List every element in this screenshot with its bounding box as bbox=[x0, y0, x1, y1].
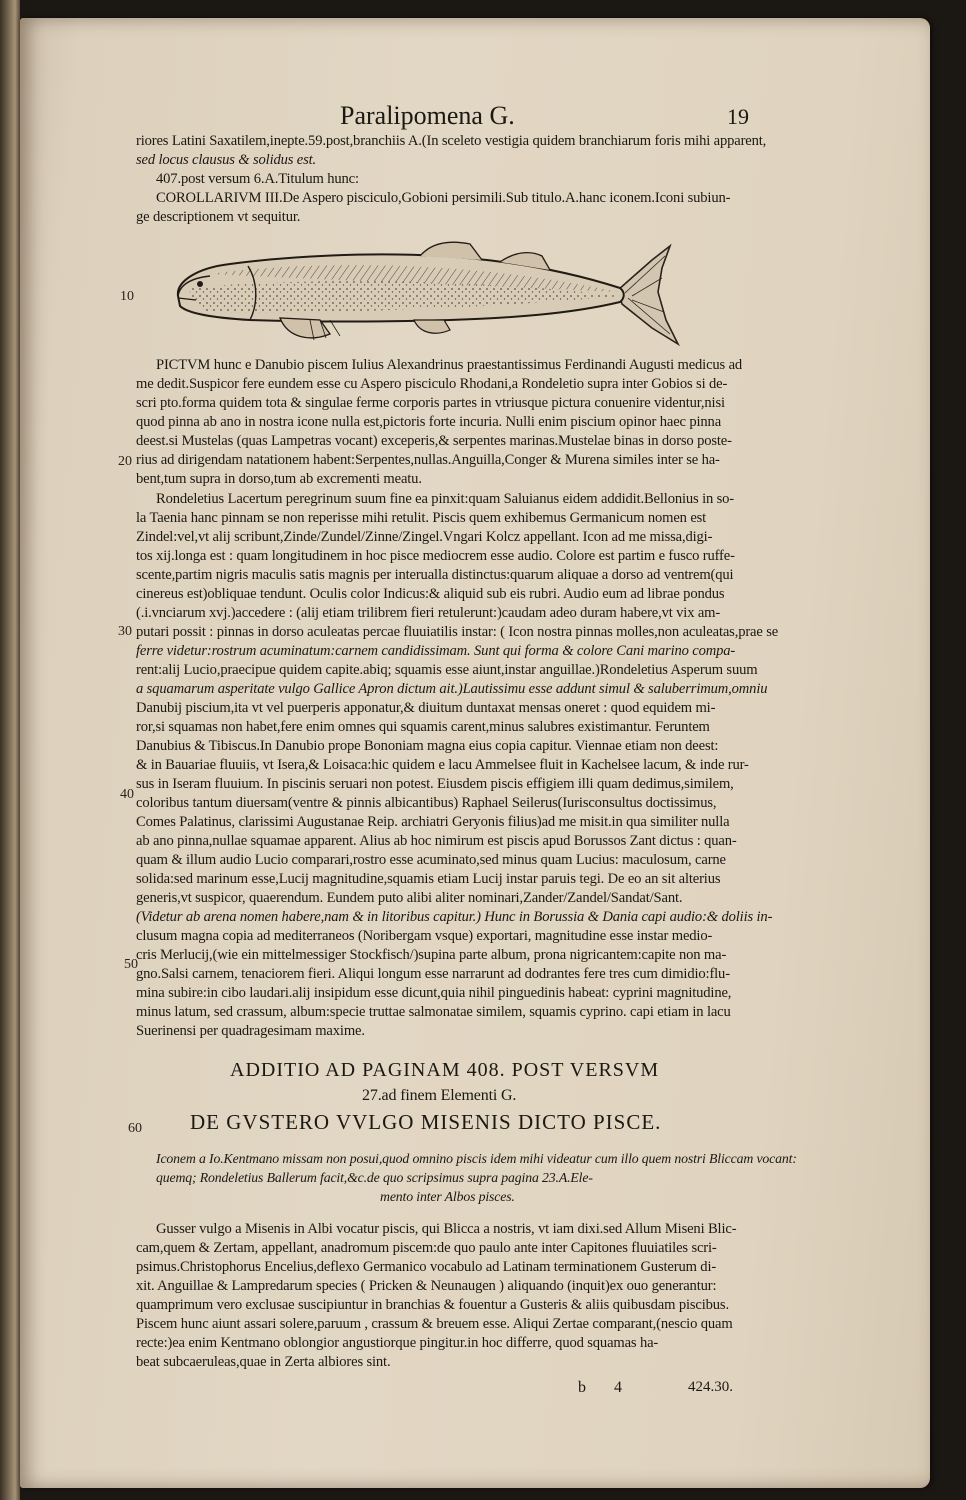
text-line: rius ad dirigendam natationem habent:Serpentes,nullas.Anguilla,Conger & Murena similes inter se ha- bbox=[136, 452, 720, 468]
text-line: rent:alij Lucio,praecipue quidem capite.abiq; squamis esse aiunt,instar anguillae.)Rondeletius Asperum suum bbox=[136, 662, 758, 678]
text-line: sed locus clausus & solidus est. bbox=[136, 152, 317, 168]
text-line: solida:sed marinum esse,Lucij magnitudine,squamis etiam Lucij instar paruis tegi. De eo an sit alterius bbox=[136, 871, 721, 887]
text-line: cam,quem & Zertam, appellant, anadromum piscem:de quo paulo ante inter Capitones fluuiatiles scri- bbox=[136, 1240, 717, 1256]
text-line: Comes Palatinus, clarissimi Augustanae Reip. archiatri Geryonis filius)ad me misit.in qua similiter nulla bbox=[136, 814, 730, 830]
signature-mark: b 4 bbox=[578, 1379, 634, 1396]
text-line: coloribus tantum diuersam(ventre & pinnis albicantibus) Raphael Seilerus(Iurisconsultus doctissimus, bbox=[136, 795, 717, 811]
text-line: bent,tum supra in dorso,tum ab excrementi meatu. bbox=[136, 471, 422, 487]
fish-illustration bbox=[170, 238, 700, 350]
text-line: 407.post versum 6.A.Titulum hunc: bbox=[156, 171, 359, 187]
note-line: mento inter Albos pisces. bbox=[380, 1189, 515, 1204]
text-line: quam & illum audio Lucio comparari,rostro esse acuminato,sed minus quam Lucius: maculosum, carne bbox=[136, 852, 726, 868]
text-line: scri pto.forma quidem tota & singulae ferme corporis partes in vtriusque pictura conuenire videntur,nisi bbox=[136, 395, 725, 411]
text-line: (Videtur ab arena nomen habere,nam & in litoribus capitur.) Hunc in Borussia & Dania capi audio:& doliis in- bbox=[136, 909, 773, 925]
margin-line-number: 10 bbox=[120, 289, 134, 304]
text-line: scente,partim nigris maculis satis magnis per interualla distinctus:quarum aliquae a dorso ad ventrem(qui bbox=[136, 567, 734, 583]
note-line: quemq; Rondeletius Ballerum facit,&c.de quo scripsimus supra pagina 23.A.Ele- bbox=[156, 1170, 593, 1185]
text-line: putari possit : pinnas in dorso aculeatas percae fluuiatilis instar: ( Icon nostra pinnas molles,non aculeatas,prae se bbox=[136, 624, 779, 640]
margin-line-number: 40 bbox=[120, 787, 134, 802]
text-line: gno.Salsi carnem, tenaciorem fieri. Aliqui longum esse narrarunt ad dodrantes fere tres cum dimidio:flu- bbox=[136, 966, 730, 982]
text-line: cinereus est)obliquae tendunt. Oculis color Indicus:& aliquid sub eis rubri. Audio eum ad librae pondus bbox=[136, 586, 725, 602]
text-line: riores Latini Saxatilem,inepte.59.post,branchiis A.(In sceleto vestigia quidem branchiarum foris mihi apparent, bbox=[136, 133, 767, 149]
text-line: a squamarum asperitate vulgo Gallice Apron dictum ait.)Lautissimu esse addunt simul & saluberrimum,omniu bbox=[136, 681, 768, 697]
text-line: ror,si squamas non habet,fere enim omnes qui squamis carent,minus salubres existimantur. Feruntem bbox=[136, 719, 710, 735]
text-line: psimus.Christophorus Encelius,deflexo Germanico vocabulo ad Latinam terminationem Gusterum di- bbox=[136, 1259, 717, 1275]
text-line: Danubius & Tibiscus.In Danubio prope Bononiam magna eius copia capitur. Viennae etiam non deest: bbox=[136, 738, 719, 754]
text-line: COROLLARIVM III.De Aspero pisciculo,Gobioni persimili.Sub titulo.A.hanc iconem.Iconi subiun- bbox=[156, 190, 731, 206]
text-line: Suerinensi per quadragesimam maxime. bbox=[136, 1023, 365, 1039]
text-line: beat subcaeruleas,quae in Zerta albiores sint. bbox=[136, 1354, 391, 1370]
text-line: minus latum, sed crassum, album:specie truttae salmonatae similem, squamis cyprino. capi etiam in lacu bbox=[136, 1004, 731, 1020]
text-line: mina subire:in cibo laudari.alij insipidum esse dicunt,quia nihil pinguedinis habeat: cyprini magnitudine, bbox=[136, 985, 732, 1001]
text-line: ge descriptionem vt sequitur. bbox=[136, 209, 301, 225]
margin-line-number: 50 bbox=[124, 957, 138, 972]
running-title: Paralipomena G. bbox=[340, 101, 515, 130]
text-line: Gusser vulgo a Misenis in Albi vocatur piscis, qui Blicca a nostris, vt iam dixi.sed Allum Miseni Blic- bbox=[156, 1221, 737, 1237]
section-subheading: 27.ad finem Elementi G. bbox=[362, 1087, 517, 1104]
text-line: Piscem hunc aiunt assari solere,paruum , crassum & breuem esse. Aliqui Zertae comparant,(nescio quam bbox=[136, 1316, 733, 1332]
margin-line-number: 60 bbox=[128, 1121, 142, 1136]
margin-line-number: 30 bbox=[118, 624, 132, 639]
text-line: quamprimum vero exclusae suscipiuntur in branchias & fouentur a Gusteris & aliis quibusdam piscibus. bbox=[136, 1297, 729, 1313]
folio-number: 19 bbox=[727, 104, 749, 129]
text-line: generis,vt suspicor, quaerendum. Eundem puto alibi aliter nominari,Zander/Zandel/Sandat/Sant. bbox=[136, 890, 683, 906]
facing-page-edge bbox=[0, 0, 20, 1500]
text-line: ferre videtur:rostrum acuminatum:carnem candidissimam. Sunt qui forma & colore Cani marino compa- bbox=[136, 643, 736, 659]
text-line: cris Merlucij,(wie ein mittelmessiger Stockfisch/)supina parte album, prona nigricantem:capite non ma- bbox=[136, 947, 727, 963]
text-line: sus in Iseram fluuium. In piscinis seruari non potest. Eiusdem piscis effigiem illi quam dedimus,similem, bbox=[136, 776, 734, 792]
margin-line-number: 20 bbox=[118, 454, 132, 469]
text-line: clusum magna copia ad mediterraneos (Noribergam vsque) exportari, magnitudine esse instar medio- bbox=[136, 928, 713, 944]
text-line: (.i.vnciarum xvj.)accedere : (alij etiam trilibrem fieri retulerunt:)caudam adeo duram habere,vt vix am- bbox=[136, 605, 721, 621]
text-line: deest.si Mustelas (quas Lampetras vocant) exceperis,& serpentes marinas.Mustelae binas in dorso poste- bbox=[136, 433, 732, 449]
section-heading: ADDITIO AD PAGINAM 408. POST VERSVM bbox=[230, 1059, 660, 1081]
text-line: Zindel:vel,vt alij scribunt,Zinde/Zundel/Zinne/Zingel.Vngari Kolcz appellant. Icon ad me missa,digi- bbox=[136, 529, 713, 545]
text-line: Danubij piscium,ita vt vel puerperis apponatur,& diuitum duntaxat mensas oneret : quod equidem mi- bbox=[136, 700, 716, 716]
text-line: xit. Anguillae & Lampredarum species ( Pricken & Neunaugen ) aliquando (inquit)ex ouo generantur: bbox=[136, 1278, 717, 1294]
text-line: & in Bauariae fluuiis, vt Isera,& Loisaca:hic quidem e lacu Ammelsee fluit in Kachelsee lacum, & inde rur- bbox=[136, 757, 749, 773]
text-line: quod pinna ab ano in nostra icone nulla est,pictoris forte incuria. Nulli enim piscium opinor haec pinna bbox=[136, 414, 722, 430]
text-line: me dedit.Suspicor fere eundem esse cu Aspero pisciculo Rhodani,a Rondeletio supra inter Gobios si de- bbox=[136, 376, 728, 392]
text-line: la Taenia hanc pinnam se non reperisse mihi retulit. Piscis quem exhibemus Germanicum nomen est bbox=[136, 510, 707, 526]
catchword: 424.30. bbox=[688, 1379, 733, 1395]
text-line: tos xij.longa est : quam longitudinem in hoc pisce mediocrem esse audio. Colore est partim e fusco ruffe- bbox=[136, 548, 735, 564]
text-line: PICTVM hunc e Danubio piscem Iulius Alexandrinus praestantissimus Ferdinandi Augusti medicus ad bbox=[156, 357, 743, 373]
note-line: Iconem a Io.Kentmano missam non posui,quod omnino piscis idem mihi videatur cum illo quem nostri Bliccam vocant: bbox=[156, 1151, 797, 1166]
text-line: ab ano pinna,nullae squamae apparent. Alius ab hoc nimirum est piscis apud Borussos Zant dictus : quan- bbox=[136, 833, 737, 849]
chapter-title: DE GVSTERO VVLGO MISENIS DICTO PISCE. bbox=[190, 1110, 662, 1134]
text-line: Rondeletius Lacertum peregrinum suum fine ea pinxit:quam Saluianus eidem addidit.Bellonius in so- bbox=[156, 491, 735, 507]
text-line: recte:)ea enim Kentmano oblongior angustiorque pingitur.in hoc differre, quod squamas ha- bbox=[136, 1335, 659, 1351]
